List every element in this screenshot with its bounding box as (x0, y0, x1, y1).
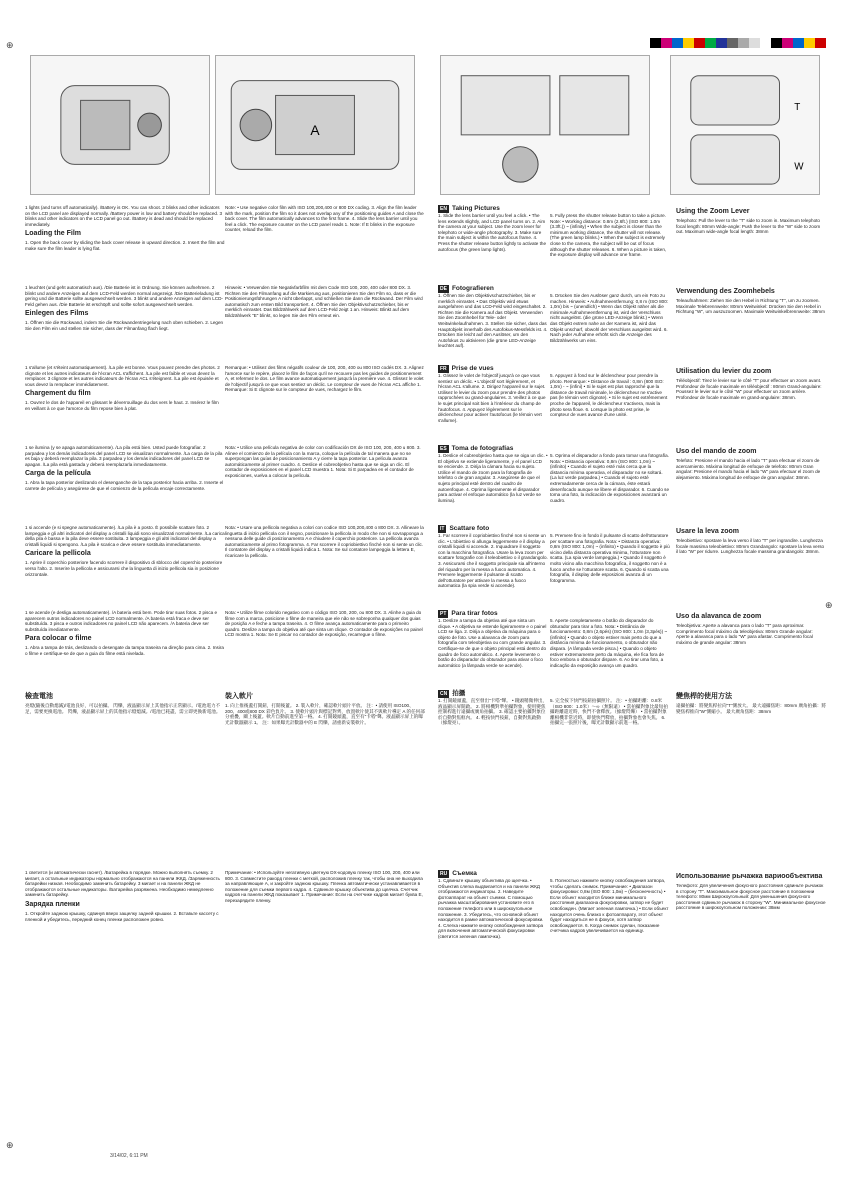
section-ru-col5 (676, 870, 826, 912)
text-fr-4: 5. Appuyez à fond sur le déclencheur pour prendre la photo. Remarque: • Distance de travail : 0,8m (800 ISO: 1,0m) - ~ (infini) • Si le sujet est plus rapproché que la distance de travail minimale, le déclencheur ne s'active pas (le témoin vert clignote). • Si le sujet est extrêmement proche de l'appareil, le déclencheur s'activera, mais la photo sera floue. 6. Lorsque la photo est prise, le compteur de vues avance d'une unité. (550, 373, 668, 418)
lang-tag-fr: FR (440, 366, 447, 372)
text-es-2: Nota: • Utilice una película negativa de color con codificación DX de ISO 100, 200, 400 u 800. 3. Alinee el comienzo de la película con la marca, coloque la película de tal manera que no se superpongan las guías de posicionamiento A y cierre la tapa posterior. La película avanza automáticamente al primer cuadro. 4. Deslice el cubreobjetivo hasta que se oiga un clic. El contador de exposiciones en el panel LCD muestra 1. Nota: Si E parpadea en el contador de exposiciones, vuelva a colocar la película. (225, 445, 421, 478)
section-es-col1 (25, 445, 225, 493)
color-swatch (771, 38, 782, 48)
lang-tag-zh: CN (440, 691, 448, 697)
text-es-5: Telefoto: Presione el mando hacia el lado "T" para efectuar el zoom de acercamiento. Máxima longitud de enfoque de telefoto: 80mm Gran angular: Presione el mando hacia el lado "W" para efectuar el zoom de alejamiento. Máxima longitud de enfoque de gran angular: 38mm. (676, 458, 821, 480)
color-swatch (672, 38, 683, 48)
lang-tag-de: DE (440, 286, 447, 292)
color-swatch (650, 38, 661, 48)
heading-text-en: Taking Pictures (451, 205, 500, 212)
text-fr-2: Remarque: • Utilisez des films négatifs couleur de 100, 200, 400 ou 800 ISO codés DX. 3. Alignez l'amorce sur le repère, placez le film de façon qu'il ne recouvre pas les guides de positionnement A, et refermez le dos. Le film avance automatiquement jusqu'à la première vue. 4. Glissez le volet de l'objectif jusqu'à ce que vous sentiez un déclic. Le compteur de vues de l'écran ACL affiche 1. Remarque: Si E clignote sur le compteur de vues, rechargez le film. (225, 365, 424, 393)
heading-fr-1: Chargement du film (25, 390, 91, 398)
lang-tag-pt: PT (440, 611, 447, 617)
text-it-5: Teleobiettivo: spostare la leva verso il lato "T" per ingrandire. Lunghezza focale massima teleobiettivo: 80mm Grandangolo: spostare la leva verso il lato "W" per ridurre. Lunghezza focale massima grandangolo: 38mm. (676, 538, 825, 555)
heading-it-3 (438, 525, 548, 533)
text-es-1b: 1. Abra la tapa posterior deslizando el desenganche de la tapa posterior hacia arriba. 2. Inserte el carrete de película y asegúrese de que el comienzo de la película encaje correctamente. (25, 480, 224, 491)
text-ru-1: 1 светится (и автоматически гаснет). /Батарейка в порядке. Можно выполнять съемку. 2 мигает, а остальные индикаторы нормально отображаются на панели ЖКД. /Заряженность батарейки низкая. Необходимо заменить батарейку. 3 мигает и на панели ЖКД не отображаются остальные индикаторы. /Батарейка разряжена. Необходимо немедленно заменить батарейку. (25, 870, 220, 898)
section-en-col4 (550, 213, 670, 259)
text-zh-2: 1. 向上推後蓋打開鈕，打開後蓋。 2. 裝入軟片，確認軟片頭片平放。 注：• 請使用 ISO100、200、400或800 DX 彩色負片。 3. 使軟片頭片與標記對齊，放置軟片使其不與軟片導定 A 的任何部分重疊，關上後蓋。軟片自動前進至第一格。 4. 打開鏡頭蓋，直至有"卡嗒"聲。液晶顯示屏上的曝光計數器顯示 1。 注：如果曝光計數器中的 E 閃爍，請重新安裝軟片。 (225, 703, 425, 725)
camera-shooting-illustration (440, 55, 650, 195)
text-pt-1: 1 se acende (e desliga automaticamente). /A bateria está bem. Pode tirar suas fotos. 2 pisca e aparecem outros indicadores no painel LCD normalmente. /A bateria está fraca e deve ser substituída. 3 pisca e outros indicadores no painel LCD não aparecem. /A bateria deve ser substituída imediatamente. (25, 610, 218, 632)
color-swatch (793, 38, 804, 48)
section-pt-col1 (25, 610, 225, 658)
text-zh-4: 5. 完全按下快門按鈕拍攝照片。 注：• 拍攝距離：0.8米（ISO 800：1.0米）～∞（無限遠） • 當拍攝對象比最短拍攝距離還近時，快門不會釋放。（綠燈閃爍） • 當拍攝對象離相機非常近時，即使快門釋放，拍攝對象也會失焦。 6. 拍攝完一張照片後，曝光計數顯示前進一格。 (550, 698, 668, 726)
section-en-col5 (676, 205, 826, 236)
text-fr-1b: 1. Ouvrez le dos de l'appareil en glissant le déverrouillage du dos vers le haut. 2. Insérez le film en veillant à ce que l'amorce du film repose bien à plat. (25, 400, 219, 411)
text-en-4: 5. Fully press the shutter release button to take a picture. Note: • Working distance: 0.8m (2.6ft.) (ISO 800: 1.0m (3.3ft.)) ~ (infinity) • When the subject is closer than the minimum working distance, the shutter will not release. (The green lamp blinks.) • When the subject is extremely close to the camera, the subject will be out of focus although the shutter releases. 6. When a picture is taken, the exposure display will advance one frame. (550, 213, 667, 258)
text-pt-5: Teleobjetiva: Aperte a alavanca para o lado "T" para aproximar. Comprimento focal máximo da teleobjetiva: 80mm Grande angular: Aperte a alavanca para o lado "W" para afastar. Comprimento focal máximo de grande angular: 38mm (676, 623, 813, 645)
text-it-2: Nota: • Usare una pellicola negativa a colori con codice ISO 100,200,400 o 800 DX. 3. Allineare la linguetta di inizio pellicola con il segno, posizionare la pellicola in modo che non si sovrapponga a nessuna delle guide di posizionamento A e chiudere il coperchio posteriore. La pellicola avanza automaticamente al primo fotogramma. 4. Far scorrere il copriobiettivo finché non si sente un clic. Il contatore del display a cristalli liquidi indica 1. Nota: Se sul contatore lampeggia la lettera E, ricaricare la pellicola. (225, 525, 424, 558)
heading-ru-1: Зарядка пленки (25, 900, 80, 908)
section-de-col5 (676, 285, 826, 316)
camera-battery-illustration (30, 55, 210, 195)
heading-zh-1: 檢查電池 (25, 693, 53, 700)
text-fr-3: 1. Glissez le volet de l'objectif jusqu'à ce que vous sentiez un déclic. • L'objectif sort légèrement, et l'écran ACL s'allume. 2. Dirigez l'appareil sur le sujet. Utilisez le levier du zoom pour prendre des photos rapprochées ou grand-angulaires. 3. Veillez à ce que le sujet principal soit bien à l'intérieur du champ de l'autofocus. 4. Appuyez légèrement sur le déclencheur pour activer l'autofocus (le témoin vert s'allume). (438, 373, 546, 423)
section-it-col5 (676, 525, 826, 556)
color-swatch (727, 38, 738, 48)
zoom-w-label: W (794, 161, 804, 173)
heading-en-5: Using the Zoom Lever (676, 208, 750, 215)
section-es-col4 (550, 453, 670, 504)
color-swatch (738, 38, 749, 48)
heading-text-ru: Съемка (452, 870, 477, 877)
text-pt-3: 1. Deslize a tampa da objetiva até que sinta um clique. • A objetiva se estende ligeiramente e o painel LCD se liga. 2. Dirija a objetiva da máquina para o objeto de foto. Use a alavanca de zoom para fotografia com teleobjetiva ou com grande angular. 3. Certifique-se de que o objeto principal está dentro do quadro de foco automático. 4. Aperte levemente o botão do disparador do obturador para ativar o foco automático (a lâmpada verde se acende). (438, 618, 547, 668)
lang-tag-it: IT (440, 526, 445, 532)
section-pt-col4 (550, 618, 670, 669)
zoom-lever-illustration (670, 55, 820, 195)
section-fr-col5 (676, 365, 826, 401)
section-de-col3 (438, 285, 548, 350)
text-it-1: 1 si accende (e si spegne automaticamente). /La pila è a posto. È possibile scattare foto. 2 lampeggia e gli altri indicatori del display a cristalli liquidi sono visualizzati normalmente. /La carica della pila è bassa e la pila deve essere sostituita. 3 lampeggia e gli altri indicatori del display a cristalli liquidi si spengono. /La pila è scarica e deve essere sostituita immediatamente. (25, 525, 225, 547)
color-swatch (661, 38, 672, 48)
text-en-1b: 1. Open the back cover by sliding the back cover release in upward direction. 2. Insert the film and make sure the film leader is lying flat. (25, 240, 225, 251)
section-pt-col5 (676, 610, 826, 646)
text-pt-1b: 1. Abra a tampa de trás, deslizando o desengate da tampa traseira na direção para cima. 2. Insira o filme e certifique-se de que a guia do filme está nivelada. (25, 645, 224, 656)
section-zh-col3 (438, 690, 548, 727)
section-en-col2 (225, 205, 425, 234)
text-de-1b: 1. Öffnen Sie die Rückwand, indem Sie die Rückwandentriegelung nach oben schieben. 2. Legen Sie den Film ein und stellen Sie sicher, dass der Filmanfang flach liegt. (25, 320, 224, 331)
heading-zh-5: 變焦桿的使用方法 (676, 693, 732, 700)
section-it-col2 (225, 525, 425, 560)
color-swatch (683, 38, 694, 48)
text-it-3: 1. Far scorrere il copriobiettivo finché non si sente un clic. • L'obiettivo si allunga leggermente e il display a cristalli liquidi si accende. 2. Inquadrare il soggetto con la macchina fotografica. Usare la leva zoom per scattare fotografie con il teleobiettivo o il grandangolo. 3. Assicurarsi che il soggetto principale sia all'interno del riquadro per la messa a fuoco automatica. 4. Premere leggermente il pulsante di scatto dell'otturatore per attivare la messa a fuoco automatica (la spia verde si accende). (438, 533, 548, 589)
heading-it-1: Caricare la pellicola (25, 550, 91, 558)
color-swatch (760, 38, 771, 48)
color-swatch (705, 38, 716, 48)
footer-date: 3/14/02, 6:11 PM (110, 1153, 148, 1159)
section-it-col3 (438, 525, 548, 590)
heading-text-de: Fotografieren (451, 285, 494, 292)
text-pt-4: 5. Aperte completamente o botão do disparador do obturador para tirar a foto. Nota: • Distância de funcionamento: 0,8m (2,6pés) (ISO 800: 1,0m (3,3pés)) ~ (infinito) • Quando o objeto estiver mais perto do que a distância mínima de funcionamento, o obturador não dispara. (A lâmpada verde pisca.) • Quando o objeto estiver extremamente perto da máquina, ele fica fora de foco embora o obturador dispare. 6. Ao tirar uma foto, a indicação da exposição avança um quadro. (550, 618, 668, 668)
heading-text-pt: Para tirar fotos (451, 610, 498, 617)
heading-de-3 (438, 285, 548, 293)
section-zh-col5 (676, 690, 826, 715)
text-de-3: 1. Öffnen Sie den Objektivschutzschieber, bis er merklich einrastet. • Das Objektiv wird etwas ausgefahren und das LCD-Feld wird eingeschaltet. 2. Richten Sie die Kamera auf das Objekt. Verwenden Sie den Zoomhebel für Tele- oder Weitwinkelaufnahmen. 3. Stellen Sie sicher, dass das Hauptobjekt innerhalb des Autofokus-Messfelds ist. 4. Drücken Sie leicht auf den Auslöser, um den Autofokus zu aktivieren (die grüne LED-Anzeige leuchtet auf). (438, 293, 548, 349)
text-de-2: Hinweis: • Verwenden Sie Negativfarbfilm mit dem Code ISO 100, 200, 400 oder 800 DX. 3. Richten Sie den Filmanfang auf die Markierung aus, positionieren Sie den Film so, dass er die Positionierungsführungen A nicht überlappt, und schließen Sie dann die Rückwand. Der Film wird automatisch zum ersten Bild transportiert. 4. Öffnen Sie den Objektivschutzschieber, bis er merklich einrastet. Das Bildzählwerk auf dem LCD-Feld zeigt 1 an. Hinweis: Blinkt auf dem Bildzählwerk "E" blinkt, so legen Sie den Film erneut ein. (225, 285, 423, 318)
text-es-1: 1 se ilumina (y se apaga automáticamente). /La pila está bien. Usted puede fotografiar. 2 parpadea y los demás indicadores del panel LCD se visualizan normalmente. /La carga de la pila es baja y deberá reemplazar la pila. 3 parpadea y los demás indicadores del panel LCD se apagan. /La pila está gastada y deberá reemplazarla inmediatamente. (25, 445, 223, 467)
text-de-5: Teleaufnahmen: Ziehen Sie den Hebel in Richtung "T", um zu zoomen. Maximale Telebrennweite: 80mm Weitwinkel: Drücken Sie den Hebel in Richtung "W", um auszuzoomen. Maximale Weitwinkelbrennweite: 38mm (676, 298, 825, 315)
color-swatch (749, 38, 760, 48)
heading-pt-3 (438, 610, 548, 618)
text-it-4: 5. Premere fino in fondo il pulsante di scatto dell'otturatore per scattare una fotografia. Nota: • Distanza operativa: 0,8m (ISO 800: 1,0m) ~ (infinito) • Quando il soggetto è più vicino della distanza operativa minima, l'otturatore non scatta. (La spia verde lampeggia.) • Quando il soggetto è molto vicino alla macchina fotografica, il soggetto non è a fuoco anche se l'otturatore scatta. 6. Quando si scatta una fotografia, il display delle esposizioni avanza di un fotogramma. (550, 533, 670, 583)
color-swatch (694, 38, 705, 48)
section-es-col3 (438, 445, 548, 504)
section-ru-col3 (438, 870, 548, 941)
heading-es-3 (438, 445, 548, 453)
camera-film-loading-illustration (215, 55, 415, 195)
color-swatch (804, 38, 815, 48)
text-es-4: 5. Oprima el disparador a fondo para tomar una fotografía. Nota: • Distancia operativa: 0,8m (ISO 800: 1,0m) ~ (infinito) • Cuando el sujeto esté más cerca que la distancia mínima operativa, el disparador no se soltará. (La luz verde parpadea.) • Cuando el sujeto esté extremadamente cerca de la cámara, éste estará desenfocado aunque se libere el disparador. 6. Cuando se toma una foto, la indicación de exposiciones avanzará un cuadro. (550, 453, 670, 503)
heading-es-1: Carga de la película (25, 470, 91, 478)
heading-ru-5: Использование рычажка вариообъектива (676, 873, 823, 880)
section-fr-col2 (225, 365, 425, 394)
heading-de-1: Einlegen des Films (25, 310, 89, 318)
section-de-col2 (225, 285, 425, 320)
heading-de-5: Verwendung des Zoomhebels (676, 288, 775, 295)
text-ru-4: 5. Полностью нажмите кнопку освобождения затвора, чтобы сделать снимок. Примечание: • Диапазон фокусировки: 0,8м (ISO 800: 1,0м) ~ (бесконечность) • Если объект находится ближе минимального расстояния диапазона фокусировки, затвор не будет освобожден. (Мигает зеленая лампочка.) • Если объект находится очень близко к фотоаппарату, этот объект будет находиться не в фокусе, хотя затвор освобождается. 6. Когда снимок сделан, показание счетчика кадров увеличивается на единицу. (550, 878, 669, 934)
text-it-1b: 1. Aprire il coperchio posteriore facendo scorrere il dispositivo di sblocco del coperchio posteriore verso l'alto. 2. Inserire la pellicola e assicurarsi che la linguetta di inizio pellicola sia in posizione orizzontale. (25, 560, 223, 577)
lang-tag-en: EN (440, 206, 447, 212)
text-zh-1: 亮燈(隨後自動熄滅)/電池良好，可以拍攝。 閃爍，液晶顯示屏上其他指示正常顯示。/電池電力不足，需要更換電池。 閃爍，液晶顯示屏上的其他指示燈熄滅。/電池已耗盡，需立即更換新電池。 (25, 703, 221, 714)
section-it-col4 (550, 533, 670, 584)
text-fr-1: 1 s'allume (et s'éteint automatiquement). /La pile est bonne. Vous pouvez prendre des photos. 2 clignote et les autres indicateurs de l'écran ACL s'affichent. /La pile est faible et vous devez la remplacer. 3 clignote et les autres indicateurs de l'écran ACL s'éteignent. /La pile est épuisée et vous devez la remplacer immédiatement. (25, 365, 220, 387)
section-it-col1 (25, 525, 225, 578)
heading-zh-2: 裝入軟片 (225, 693, 253, 700)
section-de-col4 (550, 293, 670, 344)
heading-pt-1: Para colocar o filme (25, 635, 92, 643)
registration-mark-icon: ⊕ (6, 1140, 14, 1150)
section-fr-col3 (438, 365, 548, 424)
registration-mark-icon: ⊕ (6, 40, 14, 50)
section-zh-col1 (25, 690, 225, 715)
text-en-3: 1. Slide the lens barrier until you feel a click. • The lens extends slightly, and LCD panel turns on. 2. Aim the camera at your subject. Use the zoom lever for telephoto or wide-angle photography. 3. Make sure the main subject is within the autofocus frame. 4. Press the shutter release button lightly to activate the autofocus (the green lamp lights). (438, 213, 547, 252)
text-ru-3: 1. Сдвиньте крышку объектива до щелчка. • Объектив слегка выдвигается и на панели ЖКД отображаются индикаторы. 2. Наведите фотоаппарат на объект съемки. С помощью рычажка масштабирования установите его в положение телефото или в широкоугольное положение. 3. Убедитесь, что основной объект находится в рамке автоматической фокусировки. 4. Слегка нажмите кнопку освобождения затвора для включения автоматической фокусировки (светится зеленая лампочка). (438, 878, 544, 939)
heading-en-1: Loading the Film (25, 230, 81, 238)
text-en-1: 1 lights (and turns off automatically). /Battery is OK. You can shoot. 2 blinks and other indicators on the LCD panel are displayed normally. /Battery power is low and battery should be replaced. 3 blinks and other indicators on the LCD panel go out. /Battery is dead and should be replaced immediately. (25, 205, 223, 227)
text-zh-3: 1. 打開鏡頭蓋，直至發出"卡嗒"聲。 • 鏡頭稍微伸出，液晶顯示屏開啟。 2. 將相機對準拍攝對象，使用變焦控制桿進行遠攝或廣角拍攝。 3. 確認主要拍攝對象位於自動對焦框內。 4. 輕按快門按鈕，自動對焦啟動（綠燈亮）。 (438, 698, 548, 726)
heading-en-3 (438, 205, 548, 213)
zoom-t-label: T (794, 102, 801, 114)
section-ru-col2 (225, 870, 425, 905)
heading-text-fr: Prise de vues (451, 365, 494, 372)
section-fr-col1 (25, 365, 225, 413)
text-de-1: 1 leuchtet (und geht automatisch aus). /Die Batterie ist in Ordnung. Sie können aufnehmen. 2 blinkt und andere Anzeigen auf dem LCD-Feld werden normal angezeigt. /Die Batterieladung ist gering und die Batterie sollte ausgewechselt werden. 3 blinkt und andere Anzeigen auf dem LCD-Feld gehen aus. /Die Batterie ist erschöpft und sollte sofort ausgewechselt werden. (25, 285, 223, 307)
heading-ru-3 (438, 870, 548, 878)
lang-tag-ru: RU (440, 871, 448, 877)
heading-text-it: Scattare foto (449, 525, 490, 532)
section-en-col3 (438, 205, 548, 253)
color-swatch (716, 38, 727, 48)
heading-fr-3 (438, 365, 548, 373)
text-fr-5: Téléobjectif: Tirez le levier sur le côté "T" pour effectuer un zoom avant. Profondeur de focale maximale en téléobjectif : 80mm Grand-angulaire: Poussez le levier sur le côté "W" pour effectuer un zoom arrière. Profondeur de focale maximale en grand-angulaire: 38mm. (676, 378, 822, 400)
text-ru-2: Примечание: • Используйте негативную цветную DX-кодовую пленку ISO 100, 200, 400 или 800. 3. Совместите ракорд пленки с меткой, расположив пленку так, чтобы она не выходила за направляющие А, и закройте заднюю крышку. Пленка автоматически устанавливается в положение для съемки первого кадра. 4. Сдвиньте крышку объектива до щелчка. Счетчик кадров на панели ЖКД показывает 1. Примечание: Если на счетчике кадров мигает буква E, перезарядите пленку. (225, 870, 423, 903)
heading-text-es: Toma de fotografías (451, 445, 514, 452)
text-en-2: Note: • Use negative color film with ISO 100,200,400 or 800 DX coding. 3. Align the film leader with the mark, position the film so it does not overlap any of the positioning guides A and close the back cover. The film automatically advances to the first frame. 4. Slide the lens barrier until you feel a click. The exposure counter on the LCD panel reads 1. Note: If E blinks in the exposure counter, reload the film. (225, 205, 424, 233)
text-es-3: 1. Deslice el cubreobjetivo hasta que se oiga un clic. • El objetivo se extiende ligeramente, y el panel LCD se enciende. 2. Dirija la cámara hacia su sujeto. Utilice el mando de zoom para la fotografía de telefoto o de gran angular. 3. Asegúrese de que el sujeto principal esté dentro del cuadro de autoenfoque. 4. Oprima ligeramente el disparador para activar el enfoque automático (la luz verde se ilumina). (438, 453, 548, 503)
section-zh-col2 (225, 690, 425, 726)
section-pt-col3 (438, 610, 548, 669)
registration-mark-icon: ⊕ (825, 600, 833, 610)
section-de-col1 (25, 285, 225, 333)
print-color-bar (650, 38, 826, 48)
text-ru-1b: 1. Откройте заднюю крышку, сдвинув вверх защелку задней крышки. 2. Вставьте кассету с пленкой и убедитесь, передний конец пленки расположен ровно. (25, 910, 219, 922)
heading-pt-5: Uso da alavanca de zoom (676, 613, 762, 620)
color-swatch (815, 38, 826, 48)
section-zh-col4 (550, 698, 670, 727)
guide-label-a: A (310, 122, 320, 138)
section-fr-col4 (550, 373, 670, 419)
text-pt-2: Nota: • Utilize filme colorido negativo com o código ISO 100, 200, ou 800 DX. 3. Alinhe a guia do filme com a marca, posicione o filme de maneira que ele não se sobreponha qualquer dos guias de posição A e feche a tampa traseira. 4. O filme avança automaticamente para o primeiro quadro. Deslize a tampa do objetiva até que sinta um clique. O contador de exposições no painel LCD mostra 1. Nota: Se E piscar no contador de exposição, recarregue o filme. (225, 610, 423, 638)
heading-zh-3 (438, 690, 548, 698)
section-es-col5 (676, 445, 826, 481)
heading-es-5: Uso del mando de zoom (676, 448, 757, 455)
section-en-col1 (25, 205, 225, 253)
section-ru-col4 (550, 878, 670, 935)
text-ru-5: Телефото: Для увеличения фокусного расстояния сдвиньте рычажок в сторону "T". Максимальное фокусное расстояние в положении телефото: 80мм Широкоугольный: Для уменьшения фокусного расстояния сдвиньте рычажок в сторону "W". Минимальное фокусное расстояние в широкоугольном положении: 38мм (676, 883, 826, 911)
section-ru-col1 (25, 870, 225, 923)
heading-text-zh: 拍攝 (452, 690, 466, 697)
section-pt-col2 (225, 610, 425, 639)
lang-tag-es: ES (440, 446, 447, 452)
text-zh-5: 遠攝拍攝：將變焦桿拉向"T"側放大。 最大遠攝焦距：80mm 廣角拍攝：將變焦桿推向"W"側縮小。 最大廣角焦距：38mm (676, 703, 827, 714)
heading-it-5: Usare la leva zoom (676, 528, 740, 535)
text-en-5: Telephoto: Pull the lever to the "T" side to zoom in. Maximum telephoto focal length: 80mm Wide-angle: Push the lever to the "W" side to zoom out. Maximum wide-angle focal length: 38mm (676, 218, 821, 235)
text-de-4: 5. Drücken Sie den Auslöser ganz durch, um ein Foto zu machen. Hinweis: • Aufnahmeentfernung: 0,8 m (ISO 800: 1,0m) bis ~ (unendlich) • Wenn das Objekt näher als die minimale Aufnahmeentfernung ist, wird der Verschluss nicht ausgelöst. (die grüne LED-Anzeige blinkt.) • Wenn das Objekt extrem nahe an der Kamera ist, wird das Objekt unscharf, obwohl der Verschluss ausgelöst wird. 6. Nach jeder Aufnahme erhöht sich die Anzeige des Bildzählwerks um eins. (550, 293, 669, 343)
color-swatch (782, 38, 793, 48)
heading-fr-5: Utilisation du levier du zoom (676, 368, 772, 375)
section-es-col2 (225, 445, 425, 480)
